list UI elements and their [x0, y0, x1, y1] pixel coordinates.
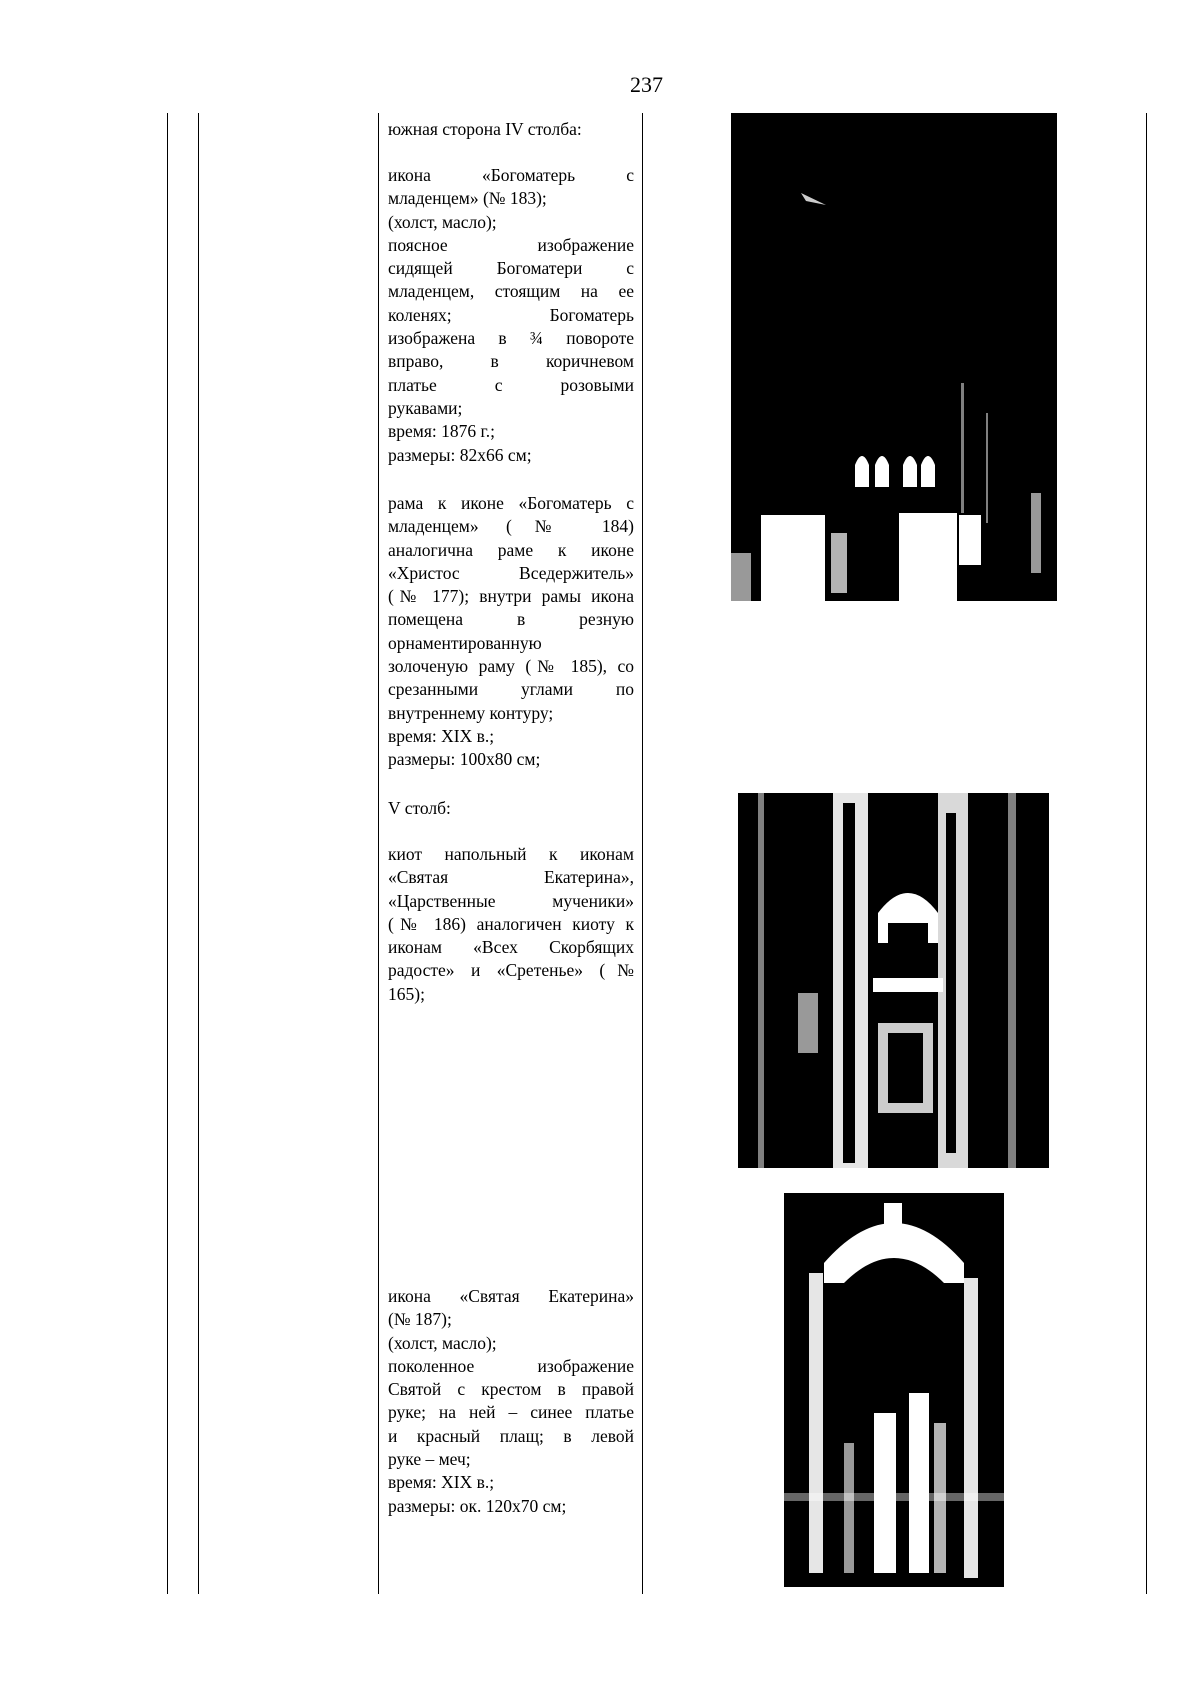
entry-line: 165); — [388, 983, 425, 1004]
entry-line: (№ 177); внутри рамы икона — [388, 586, 634, 607]
table-rule-5 — [1146, 113, 1147, 1594]
entry-line: размеры: 82х66 см; — [388, 444, 532, 465]
entry-line: время: XIX в.; — [388, 1472, 495, 1493]
entry-line: (№ 187); — [388, 1309, 452, 1330]
entry-line: орнаментированную — [388, 632, 542, 653]
table-rule-2 — [198, 113, 199, 1594]
entry-line: внутреннему контуру; — [388, 702, 554, 723]
entry-line: Святой с крестом в правой — [388, 1379, 634, 1400]
page-number: 237 — [630, 72, 663, 97]
entry-line: платье с розовыми — [388, 374, 634, 395]
entry-line: размеры: 100х80 см; — [388, 749, 541, 770]
entry-line: поколенное изображение — [388, 1355, 634, 1376]
entry-line: (холст, масло); — [388, 1332, 497, 1353]
entry-line: (№ 186) аналогичен киоту к — [388, 913, 634, 934]
entry-line: рукавами; — [388, 397, 463, 418]
entry-icon-187 — [388, 1285, 634, 1518]
entry-icon-183 — [388, 164, 634, 467]
photo-svyataya-ekaterina — [784, 1193, 1004, 1587]
entry-frame-184 — [388, 492, 634, 772]
photo-icon-bogomater — [731, 113, 1057, 601]
entry-line: вправо, в коричневом — [388, 351, 634, 372]
entry-line: помещена в резную — [388, 609, 634, 630]
entry-line: V столб: — [388, 798, 451, 818]
photo-kiot — [738, 793, 1049, 1168]
entry-line: время: XIX в.; — [388, 725, 495, 746]
entry-line: икона «Святая Екатерина» — [388, 1286, 634, 1306]
table-rule-3 — [378, 113, 379, 1594]
entry-south-side-pillar-4 — [388, 118, 634, 141]
entry-line: южная сторона IV столба: — [388, 119, 582, 139]
entry-line: икона «Богоматерь с — [388, 165, 634, 185]
entry-line: «Христос Вседержитель» — [388, 562, 634, 583]
entry-line: поясное изображение — [388, 234, 634, 255]
entry-line: младенцем» (№ 183); — [388, 188, 547, 209]
entry-pillar-5 — [388, 797, 634, 820]
entry-line: (холст, масло); — [388, 211, 497, 232]
entry-line: киот напольный к иконам — [388, 844, 634, 864]
table-rule-1 — [167, 113, 168, 1594]
entry-line: аналогична раме к иконе — [388, 539, 634, 560]
entry-line: срезанными углами по — [388, 679, 634, 700]
entry-kiot-186 — [388, 843, 634, 1006]
entry-line: младенцем» (№ 184) — [388, 516, 634, 537]
table-rule-4 — [642, 113, 643, 1594]
entry-line: «Святая Екатерина», — [388, 867, 634, 888]
entry-line: радосте» и «Сретенье» (№ — [388, 960, 634, 981]
entry-line: рама к иконе «Богоматерь с — [388, 493, 634, 513]
entry-line: руке – меч; — [388, 1449, 471, 1470]
entry-line: «Царственные мученики» — [388, 890, 634, 911]
entry-line: коленях; Богоматерь — [388, 304, 634, 325]
entry-line: и красный плащ; в левой — [388, 1425, 634, 1446]
entry-line: руке; на ней – синее платье — [388, 1402, 634, 1423]
entry-line: размеры: ок. 120х70 см; — [388, 1495, 567, 1516]
entry-line: золоченую раму (№ 185), со — [388, 656, 634, 677]
entry-line: иконам «Всех Скорбящих — [388, 937, 634, 958]
entry-line: изображена в ¾ повороте — [388, 328, 634, 349]
entry-line: сидящей Богоматери с — [388, 258, 634, 279]
entry-line: младенцем, стоящим на ее — [388, 281, 634, 302]
entry-line: время: 1876 г.; — [388, 421, 495, 442]
